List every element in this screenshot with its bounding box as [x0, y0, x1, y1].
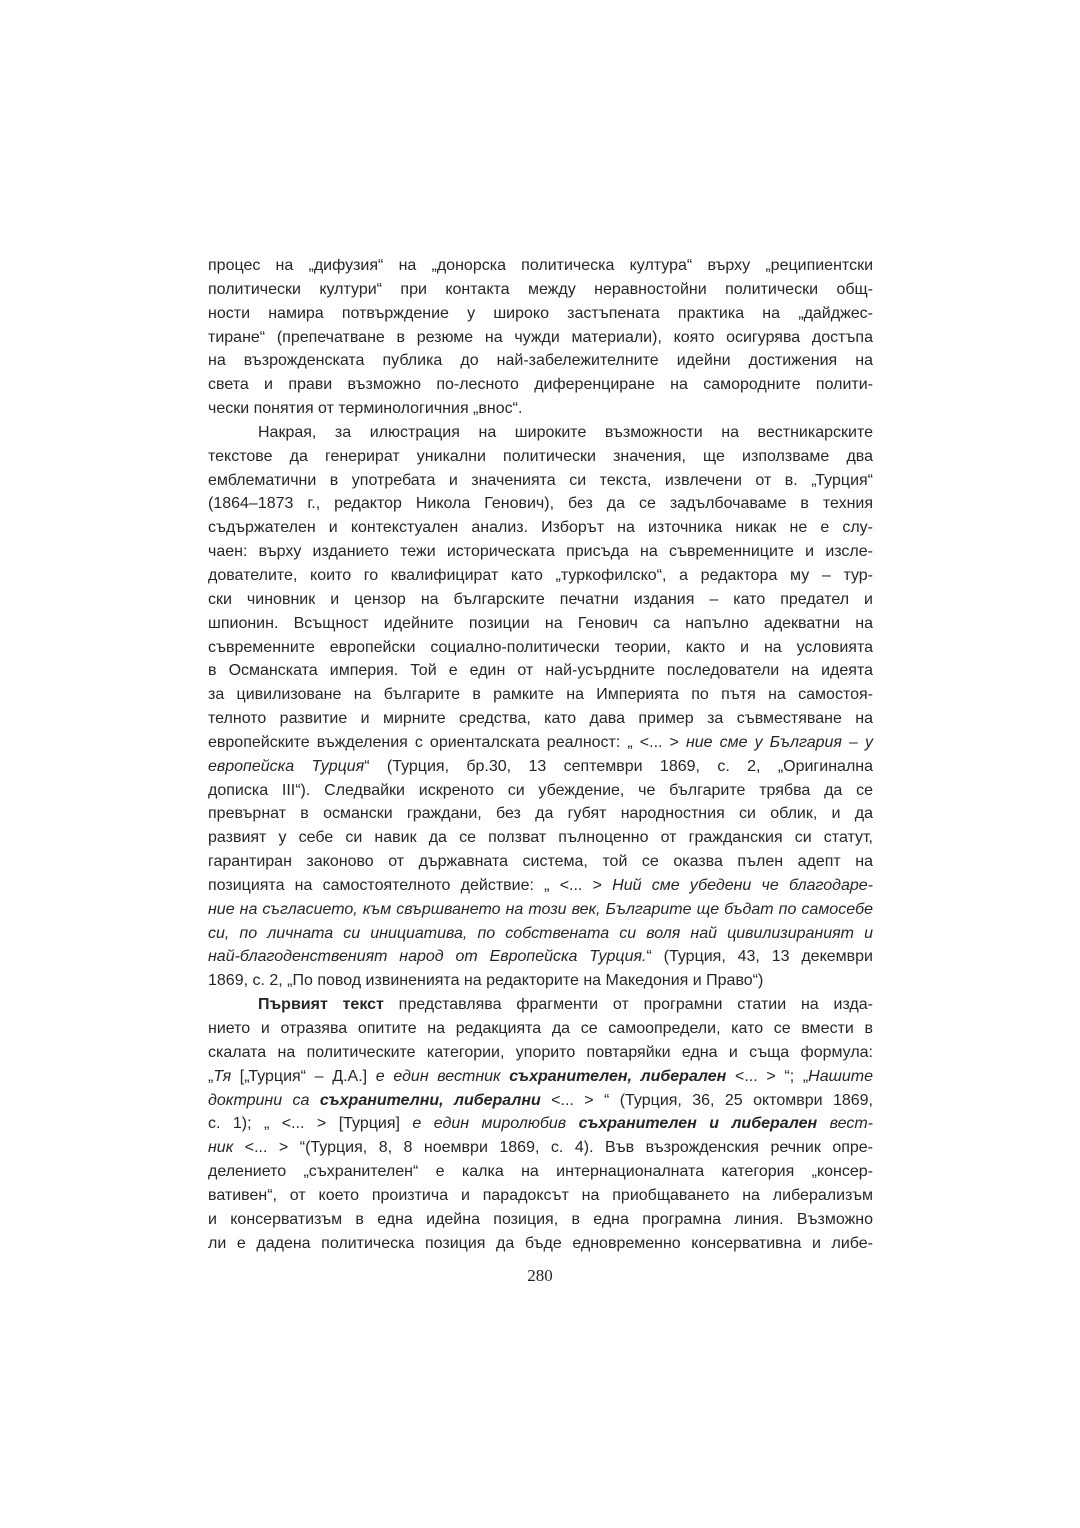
- text-line: [208, 612, 873, 636]
- italic-text: доктрини са: [208, 1091, 320, 1109]
- text-line: [208, 779, 873, 803]
- italic-text: Тя: [213, 1067, 240, 1085]
- text-line: [208, 898, 873, 922]
- page-number: 280: [527, 1266, 553, 1285]
- text-segment: съдържателен и контекстуален анализ. Изборът на източника никак не е слу-: [208, 519, 873, 537]
- italic-text: е един вестник: [375, 1067, 510, 1085]
- text-line: [208, 1017, 873, 1041]
- text-segment: [„Турция“ – Д.А.]: [239, 1067, 376, 1085]
- text-segment: развият у себе си навик да се ползват пълноценно от гражданския си статут,: [208, 829, 873, 847]
- italic-text: ние на съгласието, към свършването на този век, Българите ще бъдат по самосебе: [208, 900, 873, 918]
- text-segment: ски чиновник и цензор на българските печатни издания – като предател и: [208, 590, 873, 608]
- text-segment: чески понятия от терминологичния „внос“.: [208, 400, 523, 418]
- text-segment: шпионин. Всъщност идейните позиции на Генович са напълно адекватни на: [208, 614, 873, 632]
- text-line: [208, 349, 873, 373]
- text-line: [208, 802, 873, 826]
- text-segment: съвременните европейски социално-политически теории, както и на условията: [208, 638, 873, 656]
- text-line: [208, 1208, 873, 1232]
- text-segment: телното развитие и мирните средства, като дава пример за съвместяване на: [208, 710, 873, 728]
- text-line: [208, 469, 873, 493]
- text-segment: <... > “ (Турция, 36, 25 октомври 1869,: [540, 1091, 873, 1109]
- italic-text: най-благоденственият народ от Европейска Турция.: [208, 948, 647, 966]
- text-line: [208, 302, 873, 326]
- text-segment: дователите, които го квалифицират като „туркофилско“, а редактора му – тур-: [208, 566, 873, 584]
- text-line: [208, 397, 873, 421]
- text-segment: с. 1); „ <... > [Турция]: [208, 1115, 413, 1133]
- text-line: [208, 993, 873, 1017]
- italic-text: ник: [208, 1139, 234, 1157]
- text-segment: <... > “(Турция, 8, 8 ноември 1869, с. 4). Във възрожденския речник опре-: [233, 1139, 873, 1157]
- text-segment: на възрожденската публика до най-забележителните идейни достижения на: [208, 352, 873, 370]
- text-segment: делението „съхранителен“ е калка на интернационалната категория „консер-: [208, 1163, 873, 1181]
- text-segment: вативен“, от което произтича и парадоксът на приобщаването на либерализъм: [208, 1186, 873, 1204]
- text-line: [208, 421, 873, 445]
- text-line: [208, 1112, 873, 1136]
- text-segment: в Османската империя. Той е един от най-усърдните последователи на идеята: [208, 662, 873, 680]
- bold-text: съхранителен и либерален: [578, 1115, 818, 1133]
- text-segment: ности намира потвърждение у широко застъпената практика на „дайджес-: [208, 304, 873, 322]
- italic-text: ние сме у България – у: [685, 733, 874, 751]
- text-segment: за цивилизоване на българите в рамките на Империята по пътя на самостоя-: [208, 686, 873, 704]
- italic-text: вест-: [817, 1115, 873, 1133]
- text-line: [208, 254, 873, 278]
- text-line: [208, 707, 873, 731]
- italic-text: е един миролюбив: [412, 1115, 579, 1133]
- text-segment: политически култури“ при контакта между неравностойни политически общ-: [208, 280, 873, 298]
- italic-text: си, по личната си инициатива, по собствената си воля най цивилизираният и: [208, 924, 873, 942]
- text-line: [208, 945, 873, 969]
- text-segment: света и прави възможно по-лесното диференциране на самородните полити-: [208, 376, 873, 394]
- text-line: [208, 1041, 873, 1065]
- text-segment: процес на „дифузия“ на „донорска политическа култура“ върху „реципиентски: [208, 257, 873, 274]
- text-line: [208, 1184, 873, 1208]
- text-segment: скалата на политическите категории, упорито повтаряйки една и съща формула:: [208, 1043, 873, 1061]
- text-segment: текстове да генерират уникални политически значения, ще използваме два: [208, 447, 873, 465]
- italic-text: европейска Турция: [208, 757, 365, 775]
- bold-text: Първият текст: [258, 996, 384, 1014]
- text-segment: дописка III“). Следвайки искреното си убеждение, че българите трябва да се: [208, 781, 873, 799]
- text-segment: „: [208, 1067, 214, 1085]
- text-line: [208, 850, 873, 874]
- text-line: [208, 588, 873, 612]
- text-line: [208, 1065, 873, 1089]
- text-segment: нието и отразява опитите на редакцията да се самоопредели, като се вмести в: [208, 1020, 873, 1037]
- text-segment: и консерватизъм в една идейна позиция, в една програмна линия. Възможно: [208, 1210, 873, 1228]
- body-text: [208, 254, 873, 1255]
- text-segment: <... > “; „: [726, 1067, 809, 1085]
- text-line: [208, 445, 873, 469]
- text-line: [208, 1136, 873, 1160]
- text-segment: представлява фрагменти от програмни статии на изда-: [383, 996, 873, 1014]
- text-segment: гарантиран законово от държавната система, той се оказва пълен адепт на: [208, 853, 873, 871]
- bold-text: съхранителни, либерални: [319, 1091, 541, 1109]
- text-segment: европейските въжделения с ориенталската реалност: „ <... >: [208, 733, 686, 751]
- text-segment: ли е дадена политическа позиция да бъде едновременно консервативна и либе-: [208, 1234, 873, 1252]
- text-segment: емблематични в употребата и значенията си текста, извлечени от в. „Турция“: [208, 471, 873, 489]
- text-line: [208, 540, 873, 564]
- text-segment: “ (Турция, 43, 13 декември: [646, 948, 873, 966]
- text-line: [208, 373, 873, 397]
- text-line: [208, 922, 873, 946]
- text-segment: позицията на самостоятелното действие: „ <... >: [208, 876, 613, 894]
- text-line: [208, 1089, 873, 1113]
- text-line: [208, 755, 873, 779]
- italic-text: Ний сме убедени че благодаре-: [612, 876, 873, 894]
- text-line: [208, 731, 873, 755]
- bold-text: съхранителен, либерален: [509, 1067, 727, 1085]
- text-line: [208, 516, 873, 540]
- text-line: [208, 564, 873, 588]
- text-segment: тиране“ (препечатване в резюме на чужди материали), която осигурява достъпа: [208, 328, 873, 346]
- text-line: [208, 659, 873, 683]
- text-line: [208, 969, 873, 993]
- text-segment: (1864–1873 г., редактор Никола Генович), без да се задълбочаваме в техния: [208, 495, 873, 513]
- text-line: [208, 278, 873, 302]
- text-line: [208, 1160, 873, 1184]
- text-segment: “ (Турция, бр.30, 13 септември 1869, с. 2, „Оригинална: [364, 757, 874, 775]
- text-segment: 1869, с. 2, „По повод извиненията на редакторите на Македония и Право“): [208, 972, 764, 990]
- text-line: [208, 683, 873, 707]
- text-line: [208, 636, 873, 660]
- text-line: [208, 1232, 873, 1256]
- text-line: [208, 826, 873, 850]
- italic-text: Нашите: [808, 1067, 874, 1085]
- text-segment: превърнат в османски граждани, без да губят народностния си облик, и да: [208, 805, 873, 823]
- text-line: [208, 326, 873, 350]
- text-segment: чаен: върху изданието тежи историческата присъда на съвременниците и изсле-: [208, 543, 873, 561]
- text-segment: Накрая, за илюстрация на широките възможности на вестникарските: [258, 423, 873, 441]
- text-line: [208, 874, 873, 898]
- text-line: [208, 492, 873, 516]
